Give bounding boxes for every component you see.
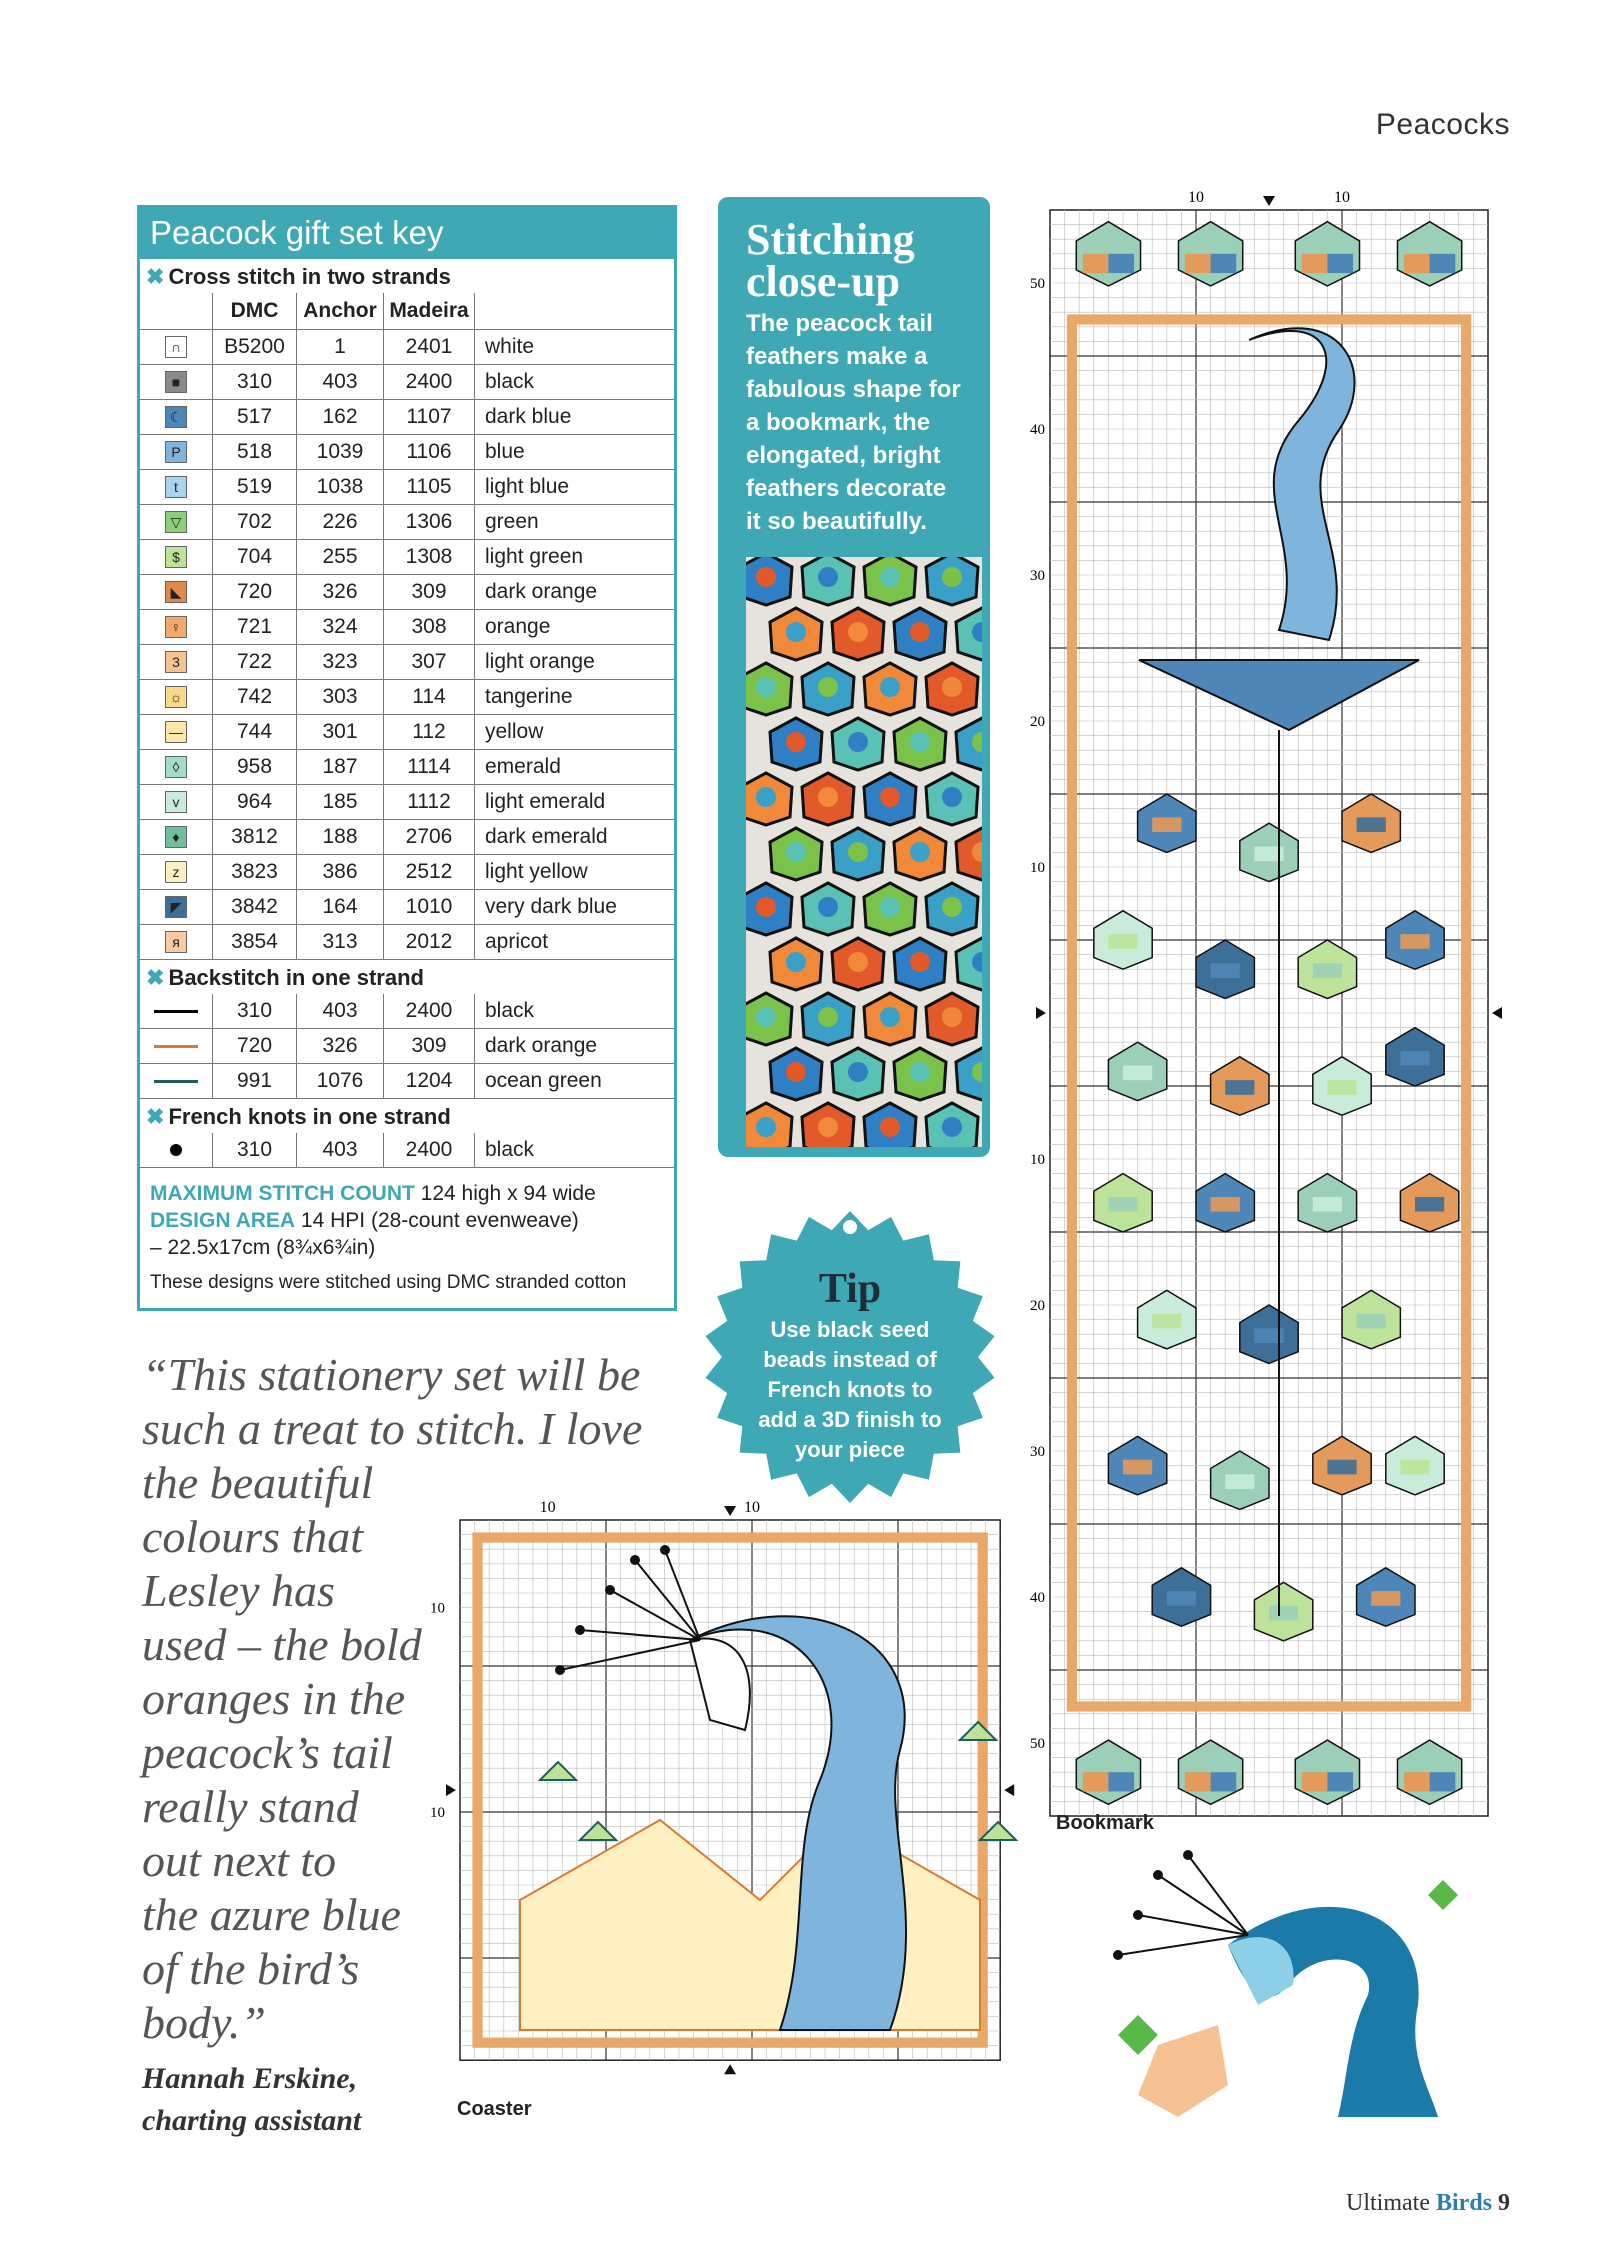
bookmark-side-tick: 30 bbox=[1030, 568, 1045, 584]
photo-feather-eye bbox=[786, 1062, 806, 1082]
key-row: ◤ 3842 164 1010 very dark blue bbox=[140, 890, 674, 925]
photo-feather-eye bbox=[942, 567, 962, 587]
photo-feather-eye bbox=[756, 1117, 776, 1137]
bookmark-motif-fill bbox=[1083, 1772, 1109, 1791]
bookmark-feather-eye bbox=[1225, 1474, 1254, 1489]
bookmark-side-tick: 10 bbox=[1030, 860, 1045, 876]
bookmark-motif-fill bbox=[1302, 1772, 1328, 1791]
bookmark-feather-eye bbox=[1400, 1051, 1429, 1066]
key-row: ☼ 742 303 114 tangerine bbox=[140, 680, 674, 715]
backstitch-row: 310 403 2400 black bbox=[140, 994, 674, 1029]
swatch-icon: ☾ bbox=[165, 406, 187, 428]
page-number: 9 bbox=[1498, 2190, 1510, 2216]
bookmark-side-tick: 50 bbox=[1030, 276, 1045, 292]
cross-bullet-icon: ✖ bbox=[146, 965, 165, 990]
bookmark-motif-fill bbox=[1404, 1772, 1430, 1791]
bookmark-feather-eye bbox=[1269, 1606, 1298, 1621]
closeup-title: Stitching close-up bbox=[746, 215, 915, 306]
coaster-side-tick: 10 bbox=[430, 1600, 445, 1617]
bookmark-feather-eye bbox=[1167, 1591, 1196, 1606]
bookmark-motif-fill bbox=[1185, 1772, 1211, 1791]
bookmark-grid bbox=[1050, 210, 1488, 1816]
key-panel bbox=[137, 205, 677, 1311]
symbol-cell bbox=[140, 890, 213, 925]
photo-feather-eye bbox=[848, 952, 868, 972]
symbol-cell bbox=[140, 855, 213, 890]
symbol-cell bbox=[140, 365, 213, 400]
swatch-icon: ▽ bbox=[165, 511, 187, 533]
tip-title: Tip bbox=[818, 1266, 882, 1312]
cross-heading: ✖ Cross stitch in two strands bbox=[146, 264, 451, 289]
symbol-cell bbox=[140, 610, 213, 645]
bookmark-top-tick: 10 bbox=[1334, 189, 1350, 206]
symbol-cell bbox=[140, 925, 213, 960]
photo-feather-eye bbox=[756, 1007, 776, 1027]
bookmark-feather-eye bbox=[1123, 1460, 1152, 1475]
photo-feather-eye bbox=[848, 732, 868, 752]
symbol-cell bbox=[140, 470, 213, 505]
swatch-icon: ◣ bbox=[165, 581, 187, 603]
bookmark-side-tick: 40 bbox=[1030, 1590, 1045, 1606]
bookmark-feather-eye bbox=[1415, 1197, 1444, 1212]
coaster-side-tick: 10 bbox=[430, 1805, 445, 1821]
back-table bbox=[140, 994, 674, 1099]
photo-feather-eye bbox=[756, 677, 776, 697]
bookmark-side-tick: 50 bbox=[1030, 1736, 1045, 1752]
photo-feather-eye bbox=[880, 567, 900, 587]
closeup-panel bbox=[718, 197, 990, 1157]
symbol-cell bbox=[140, 715, 213, 750]
swatch-icon: t bbox=[165, 476, 187, 498]
bookmark-motif-fill bbox=[1211, 1772, 1237, 1791]
photo-feather-eye bbox=[880, 897, 900, 917]
bookmark-feather-eye bbox=[1152, 1314, 1181, 1329]
preview-crest-knot bbox=[1133, 1910, 1143, 1920]
backstitch-line-icon bbox=[154, 1080, 198, 1083]
key-row: P 518 1039 1106 blue bbox=[140, 435, 674, 470]
knot-table bbox=[140, 1133, 674, 1168]
bookmark-feather-eye bbox=[1327, 1460, 1356, 1475]
photo-feather-eye bbox=[786, 952, 806, 972]
photo-feather-eye bbox=[880, 787, 900, 807]
bookmark-feather-eye bbox=[1211, 963, 1240, 978]
photo-feather-eye bbox=[818, 1117, 838, 1137]
backstitch-row: 720 326 309 dark orange bbox=[140, 1029, 674, 1064]
bookmark-label: Bookmark bbox=[1056, 1812, 1154, 1834]
bookmark-motif-fill bbox=[1211, 254, 1237, 273]
photo-feather-eye bbox=[756, 567, 776, 587]
bookmark-motif-fill bbox=[1083, 254, 1109, 273]
page-footer: Ultimate Birds 9 bbox=[1346, 2190, 1510, 2216]
bookmark-feather-eye bbox=[1152, 817, 1181, 832]
bookmark-motif-fill bbox=[1430, 254, 1456, 273]
key-row: t 519 1038 1105 light blue bbox=[140, 470, 674, 505]
key-row: 3 722 323 307 light orange bbox=[140, 645, 674, 680]
bookmark-feather-eye bbox=[1371, 1591, 1400, 1606]
swatch-icon: ♀ bbox=[165, 616, 187, 638]
preview-crest-knot bbox=[1183, 1850, 1193, 1860]
symbol-cell bbox=[140, 820, 213, 855]
bookmark-feather-eye bbox=[1357, 1314, 1386, 1329]
symbol-cell bbox=[140, 400, 213, 435]
key-row: — 744 301 112 yellow bbox=[140, 715, 674, 750]
photo-feather-eye bbox=[848, 1062, 868, 1082]
section-title: Peacocks bbox=[1375, 108, 1510, 141]
key-row: v 964 185 1112 light emerald bbox=[140, 785, 674, 820]
coaster-chart bbox=[430, 1490, 1030, 2120]
symbol-cell bbox=[140, 750, 213, 785]
backstitch-row: 991 1076 1204 ocean green bbox=[140, 1064, 674, 1099]
coaster-center-marker bbox=[724, 1506, 736, 1516]
photo-feather-eye bbox=[818, 897, 838, 917]
bookmark-motif-fill bbox=[1302, 254, 1328, 273]
coaster-label: Coaster bbox=[457, 2098, 532, 2120]
photo-feather-eye bbox=[880, 1007, 900, 1027]
swatch-icon: ■ bbox=[165, 371, 187, 393]
swatch-icon: ♦ bbox=[165, 826, 187, 848]
french-knot-row: 310 403 2400 black bbox=[140, 1133, 674, 1168]
symbol-cell bbox=[140, 435, 213, 470]
symbol-cell bbox=[140, 330, 213, 365]
coaster-top-tick: 10 bbox=[744, 1499, 760, 1516]
tip-body: Use black seed beads instead of French knots to add a 3D finish to your piece bbox=[758, 1317, 942, 1462]
stitched-peacock-preview-image bbox=[1098, 1835, 1488, 2117]
pull-quote: “This stationery set will be such a treat to stitch. I love the beautiful colours that Lesley has used – the bold oranges in the peacock’s tail really stand out next to the azure blue of the bird’s body.” bbox=[142, 1349, 643, 2048]
photo-feather-eye bbox=[818, 787, 838, 807]
key-row: ◣ 720 326 309 dark orange bbox=[140, 575, 674, 610]
coaster-crest-knot bbox=[605, 1585, 615, 1595]
photo-feather-eye bbox=[942, 1117, 962, 1137]
bookmark-side-tick: 30 bbox=[1030, 1444, 1045, 1460]
bookmark-center-marker bbox=[1036, 1007, 1046, 1019]
bookmark-feather-eye bbox=[1211, 1197, 1240, 1212]
bookmark-side-tick: 40 bbox=[1030, 422, 1045, 438]
photo-feather-eye bbox=[818, 1007, 838, 1027]
photo-feather-eye bbox=[942, 897, 962, 917]
knot-heading: ✖ French knots in one strand bbox=[146, 1104, 451, 1129]
closeup-body: The peacock tail feathers make a fabulous shape for a bookmark, the elongated, bright feathers decorate it so beautifully. bbox=[746, 310, 961, 535]
swatch-icon: z bbox=[165, 861, 187, 883]
key-row: $ 704 255 1308 light green bbox=[140, 540, 674, 575]
key-row: ♀ 721 324 308 orange bbox=[140, 610, 674, 645]
bookmark-motif-fill bbox=[1108, 1772, 1134, 1791]
swatch-icon: ◊ bbox=[165, 756, 187, 778]
bookmark-chart bbox=[1030, 180, 1550, 1820]
bookmark-feather-eye bbox=[1400, 1460, 1429, 1475]
col-madeira: Madeira bbox=[384, 293, 475, 330]
photo-feather-eye bbox=[756, 897, 776, 917]
symbol-cell bbox=[140, 785, 213, 820]
feather-photo-image bbox=[746, 557, 982, 1147]
tip-badge bbox=[700, 1205, 1000, 1505]
photo-feather-eye bbox=[848, 622, 868, 642]
coaster-crest-knot bbox=[555, 1665, 565, 1675]
bookmark-side-tick: 20 bbox=[1030, 1298, 1045, 1314]
key-row: ◊ 958 187 1114 emerald bbox=[140, 750, 674, 785]
swatch-icon: ☼ bbox=[165, 686, 187, 708]
coaster-crest-knot bbox=[660, 1545, 670, 1555]
symbol-cell bbox=[140, 575, 213, 610]
back-heading: ✖ Backstitch in one strand bbox=[146, 965, 424, 990]
photo-feather-eye bbox=[786, 622, 806, 642]
photo-feather-eye bbox=[942, 1007, 962, 1027]
bookmark-top-tick: 10 bbox=[1188, 189, 1204, 206]
swatch-icon: ∩ bbox=[165, 336, 187, 358]
photo-feather-eye bbox=[786, 842, 806, 862]
bookmark-feather-eye bbox=[1357, 817, 1386, 832]
key-row: ▽ 702 226 1306 green bbox=[140, 505, 674, 540]
swatch-icon: v bbox=[165, 791, 187, 813]
bookmark-feather-eye bbox=[1108, 934, 1137, 949]
bookmark-motif-fill bbox=[1108, 254, 1134, 273]
photo-feather-eye bbox=[910, 842, 930, 862]
swatch-icon: ◤ bbox=[165, 896, 187, 918]
preview-crest-knot bbox=[1113, 1950, 1123, 1960]
photo-feather-eye bbox=[818, 567, 838, 587]
bookmark-center-marker bbox=[1492, 1007, 1502, 1019]
preview-crest-knot bbox=[1153, 1870, 1163, 1880]
symbol-cell bbox=[140, 505, 213, 540]
bookmark-side-tick: 10 bbox=[1030, 1152, 1045, 1168]
photo-feather-eye bbox=[818, 677, 838, 697]
design-note: These designs were stitched using DMC stranded cotton bbox=[150, 1272, 627, 1293]
bookmark-motif-fill bbox=[1327, 254, 1353, 273]
cross-bullet-icon: ✖ bbox=[146, 1104, 165, 1129]
key-row: ☾ 517 162 1107 dark blue bbox=[140, 400, 674, 435]
photo-feather-eye bbox=[880, 1117, 900, 1137]
key-row: ∩ B5200 1 2401 white bbox=[140, 330, 674, 365]
photo-feather-eye bbox=[910, 1062, 930, 1082]
col-dmc: DMC bbox=[213, 293, 297, 330]
swatch-icon: — bbox=[165, 721, 187, 743]
photo-feather-eye bbox=[910, 622, 930, 642]
quote-attribution: Hannah Erskine, charting assistant bbox=[142, 2062, 362, 2137]
bookmark-feather-eye bbox=[1225, 1080, 1254, 1095]
key-table bbox=[140, 293, 674, 960]
bookmark-motif-fill bbox=[1327, 1772, 1353, 1791]
coaster-center-marker bbox=[1004, 1784, 1014, 1796]
photo-feather-eye bbox=[910, 952, 930, 972]
key-row: ■ 310 403 2400 black bbox=[140, 365, 674, 400]
photo-feather-eye bbox=[880, 677, 900, 697]
bookmark-feather-eye bbox=[1313, 1197, 1342, 1212]
photo-feather-eye bbox=[942, 677, 962, 697]
bookmark-motif-fill bbox=[1404, 254, 1430, 273]
bookmark-motif-fill bbox=[1430, 1772, 1456, 1791]
photo-feather-eye bbox=[756, 787, 776, 807]
bookmark-feather-eye bbox=[1313, 963, 1342, 978]
coaster-crest-knot bbox=[630, 1555, 640, 1565]
symbol-cell bbox=[140, 540, 213, 575]
coaster-center-marker bbox=[446, 1784, 456, 1796]
coaster-top-tick: 10 bbox=[539, 1499, 556, 1516]
cross-bullet-icon: ✖ bbox=[146, 264, 165, 289]
photo-feather-eye bbox=[942, 787, 962, 807]
col-anchor: Anchor bbox=[297, 293, 384, 330]
bookmark-feather-eye bbox=[1123, 1066, 1152, 1081]
photo-feather-eye bbox=[910, 732, 930, 752]
bookmark-motif-fill bbox=[1185, 254, 1211, 273]
swatch-icon: я bbox=[165, 931, 187, 953]
symbol-cell bbox=[140, 645, 213, 680]
key-row: z 3823 386 2512 light yellow bbox=[140, 855, 674, 890]
key-header-row bbox=[140, 293, 674, 330]
stitch-meta: MAXIMUM STITCH COUNT 124 high x 94 wide DESIGN AREA 14 HPI (28-count evenweave) – 22.5x17cm (8¾x6¾in) These designs were stitched using DMC stranded cotton bbox=[140, 1168, 674, 1296]
swatch-icon: $ bbox=[165, 546, 187, 568]
coaster-crest-knot bbox=[575, 1625, 585, 1635]
coaster-center-marker bbox=[724, 2064, 736, 2074]
key-row: я 3854 313 2012 apricot bbox=[140, 925, 674, 960]
swatch-icon: 3 bbox=[165, 651, 187, 673]
french-knot-icon bbox=[170, 1144, 182, 1156]
bookmark-feather-eye bbox=[1400, 934, 1429, 949]
bookmark-feather-eye bbox=[1108, 1197, 1137, 1212]
key-row: ♦ 3812 188 2706 dark emerald bbox=[140, 820, 674, 855]
bookmark-feather-eye bbox=[1327, 1080, 1356, 1095]
photo-feather-eye bbox=[848, 842, 868, 862]
photo-feather-eye bbox=[786, 732, 806, 752]
closeup-photo bbox=[746, 557, 982, 1147]
symbol-cell bbox=[140, 680, 213, 715]
bookmark-side-tick: 20 bbox=[1030, 714, 1045, 730]
swatch-icon: P bbox=[165, 441, 187, 463]
key-title: Peacock gift set key bbox=[140, 205, 674, 259]
bookmark-center-marker bbox=[1263, 196, 1275, 206]
backstitch-line-icon bbox=[154, 1045, 198, 1048]
backstitch-line-icon bbox=[154, 1010, 198, 1013]
